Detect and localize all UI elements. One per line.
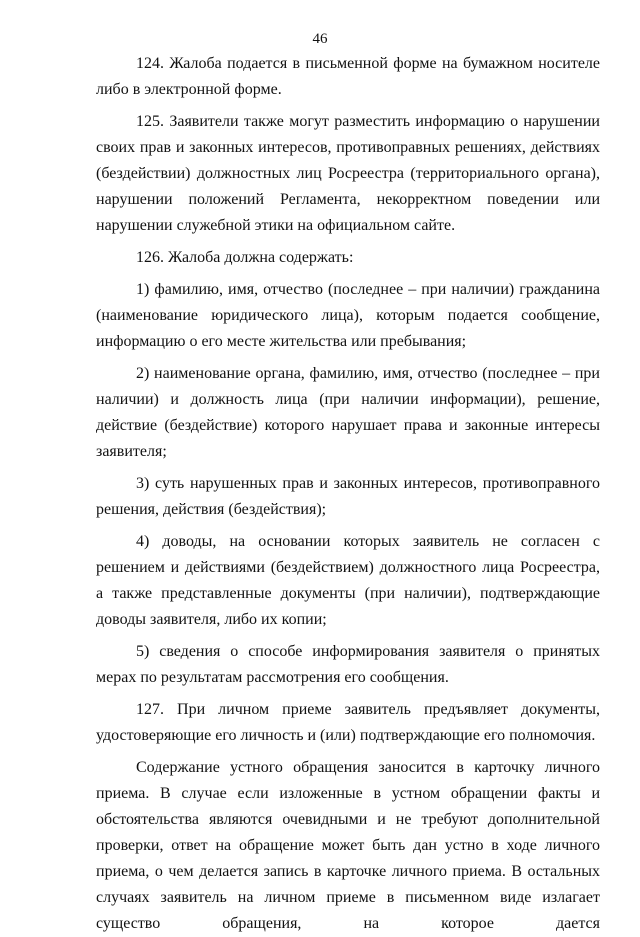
paragraph-124: 124. Жалоба подается в письменной форме на бумажном носителе либо в электронной форме.	[96, 55, 600, 98]
page-number: 46	[312, 31, 328, 47]
paragraph-125: 125. Заявители также могут разместить информацию о нарушении своих прав и законных интересов, противоправных решениях, действиях (бездействии) должностных лиц Росреестра (территориального органа), нарушении положений Регламента, некорректном поведении или нарушении служебной этики на официальном сайте.	[96, 113, 600, 234]
paragraph-126: 126. Жалоба должна содержать:	[136, 249, 354, 266]
list-item-4: 4) доводы, на основании которых заявитель не согласен с решением и действиями (бездействием) должностного лица Росреестра, а также представленные документы (при наличии), подтверждающие доводы заявителя, либо их копии;	[96, 533, 600, 628]
list-item-3: 3) суть нарушенных прав и законных интересов, противоправного решения, действия (бездействия);	[96, 475, 600, 518]
list-item-2: 2) наименование органа, фамилию, имя, отчество (последнее – при наличии) и должность лица (при наличии информации), решение, действие (бездействие) которого нарушает права и законные интересы заявителя;	[96, 365, 600, 460]
document-body	[96, 51, 600, 937]
paragraph-oral-appeal: Содержание устного обращения заносится в карточку личного приема. В случае если изложенные в устном обращении факты и обстоятельства являются очевидными и не требуют дополнительной проверки, ответ на обращение может быть дан устно в ходе личного приема, о чем делается запись в карточке личного приема. В остальных случаях заявитель на личном приеме в письменном виде излагает существо обращения, на которое дается	[96, 759, 600, 932]
list-item-1: 1) фамилию, имя, отчество (последнее – при наличии) гражданина (наименование юридического лица), которым подается сообщение, информацию о его месте жительства или пребывания;	[96, 281, 600, 350]
list-item-5: 5) сведения о способе информирования заявителя о принятых мерах по результатам рассмотрения его сообщения.	[96, 643, 600, 686]
paragraph-127: 127. При личном приеме заявитель предъявляет документы, удостоверяющие его личность и (или) подтверждающие его полномочия.	[96, 701, 600, 744]
